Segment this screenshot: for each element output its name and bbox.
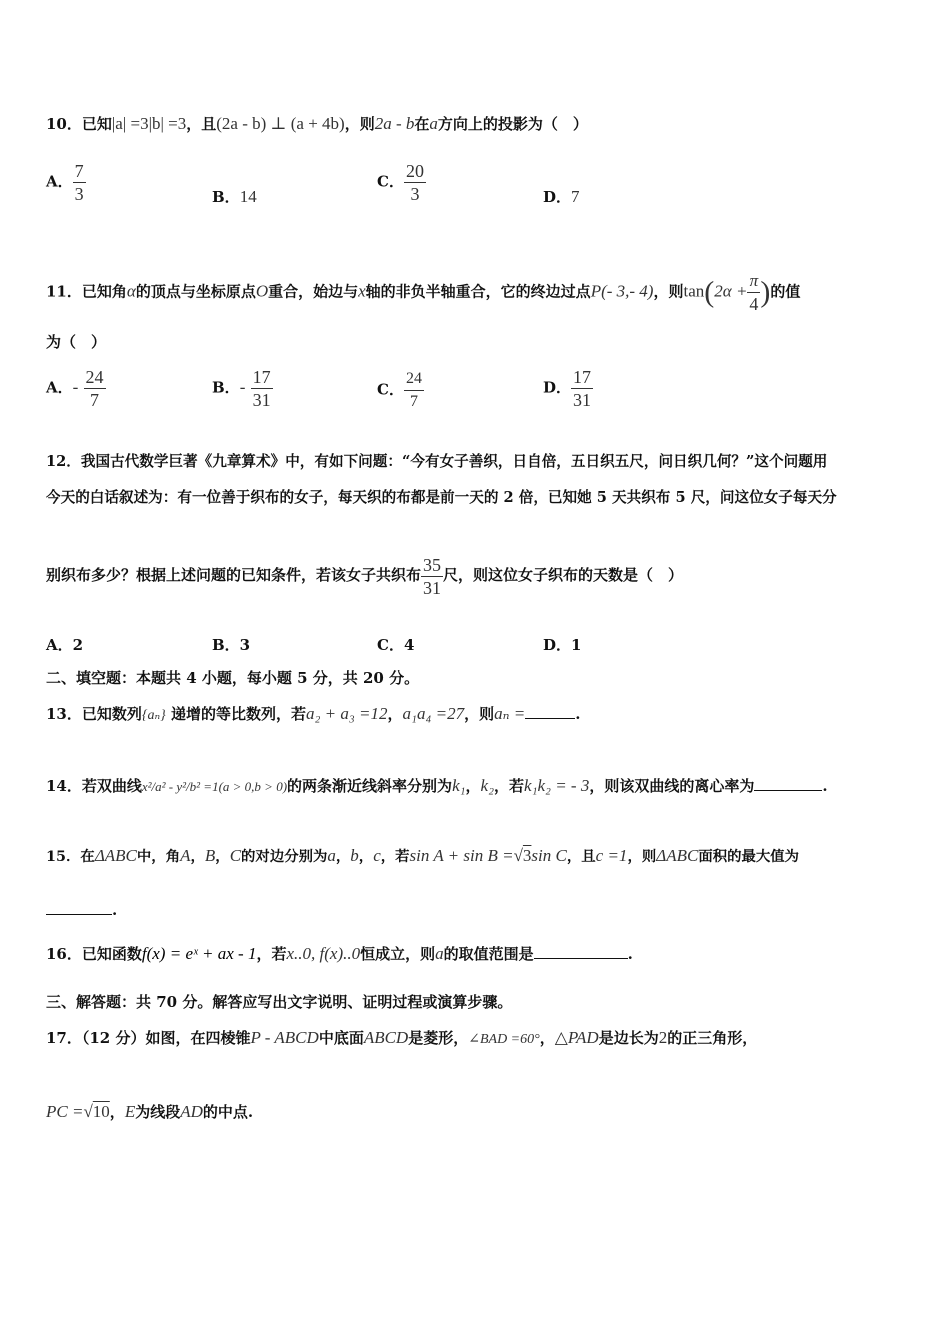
denominator: 31 [252, 390, 271, 410]
q11-option-b [212, 366, 273, 411]
q12-line2: 今天的白话叙述为：有一位善于织布的女子，每天织的布都是前一天的 2 倍，已知她 5 天共织布 5 尺，问这位女子每天分 [46, 489, 837, 506]
q14-condition: k₁k₂ = - 3 [524, 776, 590, 795]
question-10 [46, 114, 588, 134]
q11-text: ，则 [653, 282, 684, 301]
q10-option-a [46, 160, 86, 205]
q13-an: aₙ = [494, 704, 526, 723]
fraction [404, 368, 424, 413]
numerator: 17 [573, 367, 592, 387]
q15-prefix: 15．在 [46, 848, 95, 865]
q12-line1: 12．我国古代数学巨著《九章算术》中，有如下问题：“今有女子善织，日自倍，五日织五尺，问日织几何？”这个问题用 [46, 453, 828, 470]
q14-text: ，则该双曲线的离心率为 [589, 777, 755, 795]
q15-b: b [350, 846, 359, 865]
q10-prefix: 10．已知 [46, 115, 112, 133]
q13-end: . [575, 705, 581, 723]
q14-hyperbola: x²/a² - y²/b² =1(a > 0,b > 0) [141, 779, 288, 794]
numerator: 17 [252, 367, 271, 387]
q11-origin: O [255, 281, 269, 301]
q15-A: A [180, 846, 191, 865]
q13-text: 递增的等比数列，若 [170, 705, 306, 723]
q15-sqrt-3: √3 [513, 846, 532, 865]
q14-text: ，若 [494, 777, 525, 795]
q14-k2: k₂ [480, 776, 495, 795]
q15-answer-blank[interactable] [46, 914, 112, 915]
q12-fraction [421, 554, 443, 599]
option-label: D． [543, 188, 572, 206]
section-2-heading: 二、填空题：本题共 4 小题，每小题 5 分，共 20 分。 [46, 669, 420, 687]
q17-pyramid: P - ABCD [250, 1028, 319, 1047]
fraction [84, 366, 106, 411]
q15-condition: sin A + sin B = [409, 846, 514, 865]
q16-answer-blank[interactable] [534, 958, 628, 959]
q13-sep: ， [387, 705, 403, 723]
numerator: 35 [423, 554, 442, 575]
q16-condition: x..0, f(x)..0 [286, 944, 361, 963]
numerator: 24 [85, 367, 104, 387]
q10-text: 在 [414, 115, 430, 133]
q12-option-d: D．1 [543, 636, 582, 654]
numerator: 24 [404, 368, 424, 391]
q13-answer-blank[interactable] [525, 718, 575, 719]
q15-C: C [229, 846, 242, 865]
q11-x: x [358, 281, 366, 301]
question-17 [46, 1028, 757, 1050]
q16-a: a [435, 944, 444, 963]
q15-text: 中，角 [136, 848, 181, 865]
radicand: 10 [92, 1102, 110, 1121]
q11-line2: 为（ ） [46, 333, 107, 351]
question-16 [46, 944, 633, 964]
q14-answer-blank[interactable] [754, 790, 822, 791]
q15-condition-right: sin C [531, 846, 567, 865]
question-14 [46, 776, 828, 797]
q15-end: . [112, 901, 118, 919]
q10-vector-a: a [429, 114, 438, 133]
q17-base: ABCD [363, 1028, 409, 1047]
q17-text: 为线段 [135, 1103, 181, 1121]
q14-k1: k₁ [452, 776, 466, 795]
q10-condition-magnitudes: |a| =3|b| =3 [111, 114, 187, 133]
q13-prefix: 13．已知数列 [46, 705, 142, 723]
q10-vector-expression: 2a - b [374, 114, 415, 133]
q17-triangle: △PAD [554, 1028, 599, 1047]
q10-option-d [543, 186, 580, 207]
q15-c: c [373, 846, 381, 865]
q17-text: 的中点. [202, 1103, 254, 1121]
option-label: A． [46, 378, 73, 397]
q17-angle: ∠BAD =60° [468, 1032, 540, 1047]
numerator: π [747, 270, 760, 293]
question-13 [46, 704, 580, 726]
option-value: 7 [571, 187, 580, 206]
q15-a: a [327, 846, 336, 865]
q17-text: ， [109, 1103, 125, 1121]
q17-text: 是边长为 [598, 1029, 659, 1047]
option-label: B． [212, 188, 240, 206]
q11-pi-over-4 [747, 270, 760, 315]
q12-option-c: C．4 [377, 636, 415, 654]
fraction [404, 160, 426, 205]
fraction [571, 366, 593, 411]
denominator: 3 [74, 184, 84, 204]
q15-sep: ， [190, 848, 205, 865]
denominator: 3 [410, 184, 420, 204]
q17-side: 2 [658, 1028, 668, 1047]
numerator: 7 [74, 161, 84, 181]
q15-line2 [46, 900, 117, 920]
q16-end: . [627, 945, 633, 963]
option-sign: - [239, 377, 246, 397]
q10-text: 方向上的投影为（ ） [437, 115, 588, 133]
denominator: 31 [423, 577, 442, 598]
q12-option-b: B．3 [212, 636, 251, 654]
q11-prefix: 11．已知角 [46, 282, 127, 301]
q15-c-value: c =1 [595, 846, 628, 865]
q13-eq1: a₂ + a₃ =12 [306, 704, 388, 723]
q16-function: f(x) = eˣ + ax - 1 [141, 944, 257, 963]
q14-prefix: 14．若双曲线 [46, 777, 142, 795]
numerator: 20 [405, 161, 424, 181]
q15-triangle: ΔABC [94, 846, 137, 865]
q10-option-b [212, 186, 257, 207]
denominator: 7 [90, 390, 100, 410]
section-3-heading: 三、解答题：共 70 分。解答应写出文字说明、证明过程或演算步骤。 [46, 993, 513, 1011]
q15-B: B [204, 846, 216, 865]
q17-sqrt-10: √10 [83, 1102, 110, 1121]
question-15 [46, 846, 799, 867]
q11-text: 轴的非负半轴重合，它的终边过点 [365, 282, 591, 301]
q11-alpha: α [126, 281, 136, 301]
q13-sequence: {aₙ} [141, 708, 166, 723]
q17-line2 [46, 1102, 253, 1122]
q10-option-c [377, 160, 426, 205]
q12-option-a: A．2 [46, 636, 84, 654]
option-value: 14 [239, 187, 257, 206]
q17-text: 是菱形， [408, 1029, 469, 1047]
denominator: 7 [409, 393, 418, 410]
q15-text: ，若 [380, 848, 410, 865]
q10-text: ，且 [186, 115, 217, 133]
q11-paren-left: ( [704, 275, 715, 309]
q13-text: ，则 [464, 705, 495, 723]
denominator: 31 [573, 390, 592, 410]
q15-triangle: ΔABC [656, 846, 699, 865]
q17-text: 中底面 [318, 1029, 364, 1047]
q11-text: 的值 [770, 282, 801, 301]
q15-text: ，则 [627, 848, 657, 865]
q11-tan-arg: 2α + [714, 281, 748, 301]
q17-text: 的正三角形， [667, 1029, 758, 1047]
q11-text: 的顶点与坐标原点 [135, 282, 256, 301]
q15-sep: ， [215, 848, 230, 865]
q17-prefix: 17．（12 分）如图，在四棱锥 [46, 1029, 251, 1047]
q11-paren-right: ) [760, 275, 771, 309]
q10-condition-perpendicular: (2a - b) ⊥ (a + 4b) [216, 114, 345, 133]
q14-sep: ， [465, 777, 481, 795]
question-11 [46, 270, 800, 315]
q11-tan: tan [683, 281, 705, 301]
fraction [251, 366, 273, 411]
option-label: C． [377, 380, 404, 399]
fraction [73, 160, 86, 205]
q15-sep: ， [358, 848, 374, 865]
q11-point: P(- 3,- 4) [590, 281, 654, 301]
option-label: A． [46, 172, 73, 191]
q12-text: 别织布多少？根据上述问题的已知条件，若该女子共织布 [46, 566, 422, 584]
q11-option-c [377, 368, 424, 413]
q11-option-a [46, 366, 106, 411]
q13-eq2: a₁a₄ =27 [402, 704, 465, 723]
q16-text: 的取值范围是 [443, 945, 534, 963]
q17-E: E [124, 1102, 136, 1121]
q15-sep: ， [335, 848, 351, 865]
option-label: D． [543, 378, 572, 397]
radicand: 3 [522, 846, 532, 865]
q17-sep: ， [539, 1029, 555, 1047]
q17-AD: AD [180, 1102, 203, 1121]
q15-text: 的对边分别为 [241, 848, 328, 865]
q16-text: 恒成立，则 [360, 945, 436, 963]
q11-text: 重合，始边与 [268, 282, 359, 301]
q11-option-d [543, 366, 593, 411]
option-label: C． [377, 172, 404, 191]
option-label: B． [212, 378, 240, 397]
q14-text: 的两条渐近线斜率分别为 [287, 777, 453, 795]
q15-text: 面积的最大值为 [698, 848, 800, 865]
q10-text: ，则 [344, 115, 375, 133]
q14-end: . [822, 777, 828, 795]
q12-text: 尺，则这位女子织布的天数是（ ） [443, 566, 684, 584]
q15-text: ，且 [566, 848, 596, 865]
q17-pc: PC = [46, 1102, 84, 1121]
q16-text: ，若 [256, 945, 287, 963]
option-sign: - [72, 377, 79, 397]
q12-line3 [46, 552, 683, 599]
q16-prefix: 16．已知函数 [46, 945, 142, 963]
denominator: 4 [749, 294, 759, 314]
